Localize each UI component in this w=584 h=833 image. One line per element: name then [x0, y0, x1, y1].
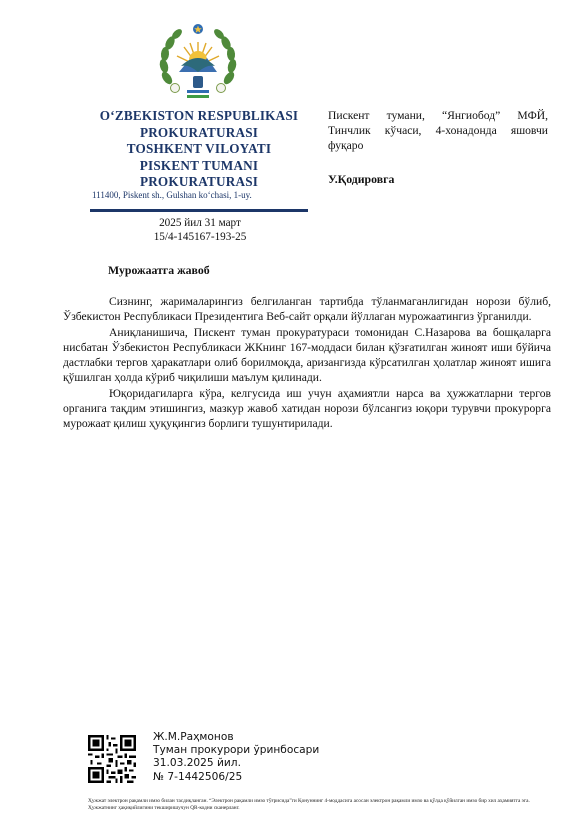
signer-name: Ж.М.Раҳмонов	[153, 731, 234, 743]
recipient-address: Пискент тумани, “Янгиобод” МФЙ, Тинчлик кўчаси, 4-хонадонда яшовчи фуқаро	[328, 109, 548, 152]
letter-subject: Мурожаатга жавоб	[108, 263, 210, 277]
organization-header	[80, 108, 318, 191]
body-paragraph: Сизнинг, жарималарингиз белгиланган тартибда тўланмаганлигидан норози бўлиб, Ўзбекистон Республикаси Президентига Веб-сайт орқали йўллаган мурожаатингиз ўрганилди.	[63, 295, 551, 324]
org-line: PISKENT TUMANI	[139, 157, 259, 173]
signature-number: № 7-1442506/25	[153, 770, 243, 783]
organization-address: 111400, Piskent sh., Gulshan ko‘chasi, 1-uy.	[92, 190, 252, 200]
letter-number: 15/4-145167-193-25	[153, 231, 247, 243]
letter-date: 2025 йил 31 март	[159, 217, 241, 229]
org-line: TOSHKENT VILOYATI	[126, 141, 272, 156]
letter-meta	[95, 216, 305, 244]
letter-body	[63, 294, 551, 432]
body-paragraph: Аниқланишича, Пискент туман прокуратураси томонидан С.Назарова ва бошқаларга нисбатан Ўзбекистон Республикаси ЖКнинг 167-моддаси билан қўзғатилган жиноят иши бўйича дастлабки тергов ҳаракатлари олиб борилмоқда, аризангизда кўрсатилган ҳолатлар жиноят ишига қўшилган ҳолда кўриб чиқилиши маълум қилинади.	[63, 325, 551, 385]
recipient-name: У.Қодировга	[328, 172, 395, 186]
signature-date: 31.03.2025 йил.	[153, 757, 241, 770]
e-signature-footnote: Ҳужжат электрон рақамли имзо билан тасдиқланган. “Электрон рақамли имзо тўғрисида”ги Қонуннинг 4-моддасига асосан электрон рақамли имзо ва қўлда қўйилган имзо бир хил аҳамиятга эга. Ҳужжатнинг ҳақиқийлигини текширишучун QR-кодни сканерланг.	[88, 798, 530, 811]
org-line: PROKURATURASI	[139, 174, 259, 189]
uzbekistan-state-emblem-icon	[155, 20, 241, 106]
body-paragraph: Юқоридагиларга кўра, келгусида иш учун аҳамиятли нарса ва ҳужжатларни тергов органига тақдим этишингиз, мазкур жавоб хатидан норози бўлсангиз юқори турувчи прокурорга мурожаат қилиш ҳуқуқингиз борлиги тушунтирилади.	[63, 386, 551, 431]
signer-position: Туман прокурори ўринбосари	[153, 744, 320, 757]
qr-code-icon[interactable]	[88, 735, 136, 783]
org-line: PROKURATURASI	[139, 124, 259, 140]
header-divider	[90, 209, 308, 212]
org-line: O‘ZBEKISTON RESPUBLIKASI	[99, 108, 299, 123]
signature-block	[153, 731, 319, 784]
